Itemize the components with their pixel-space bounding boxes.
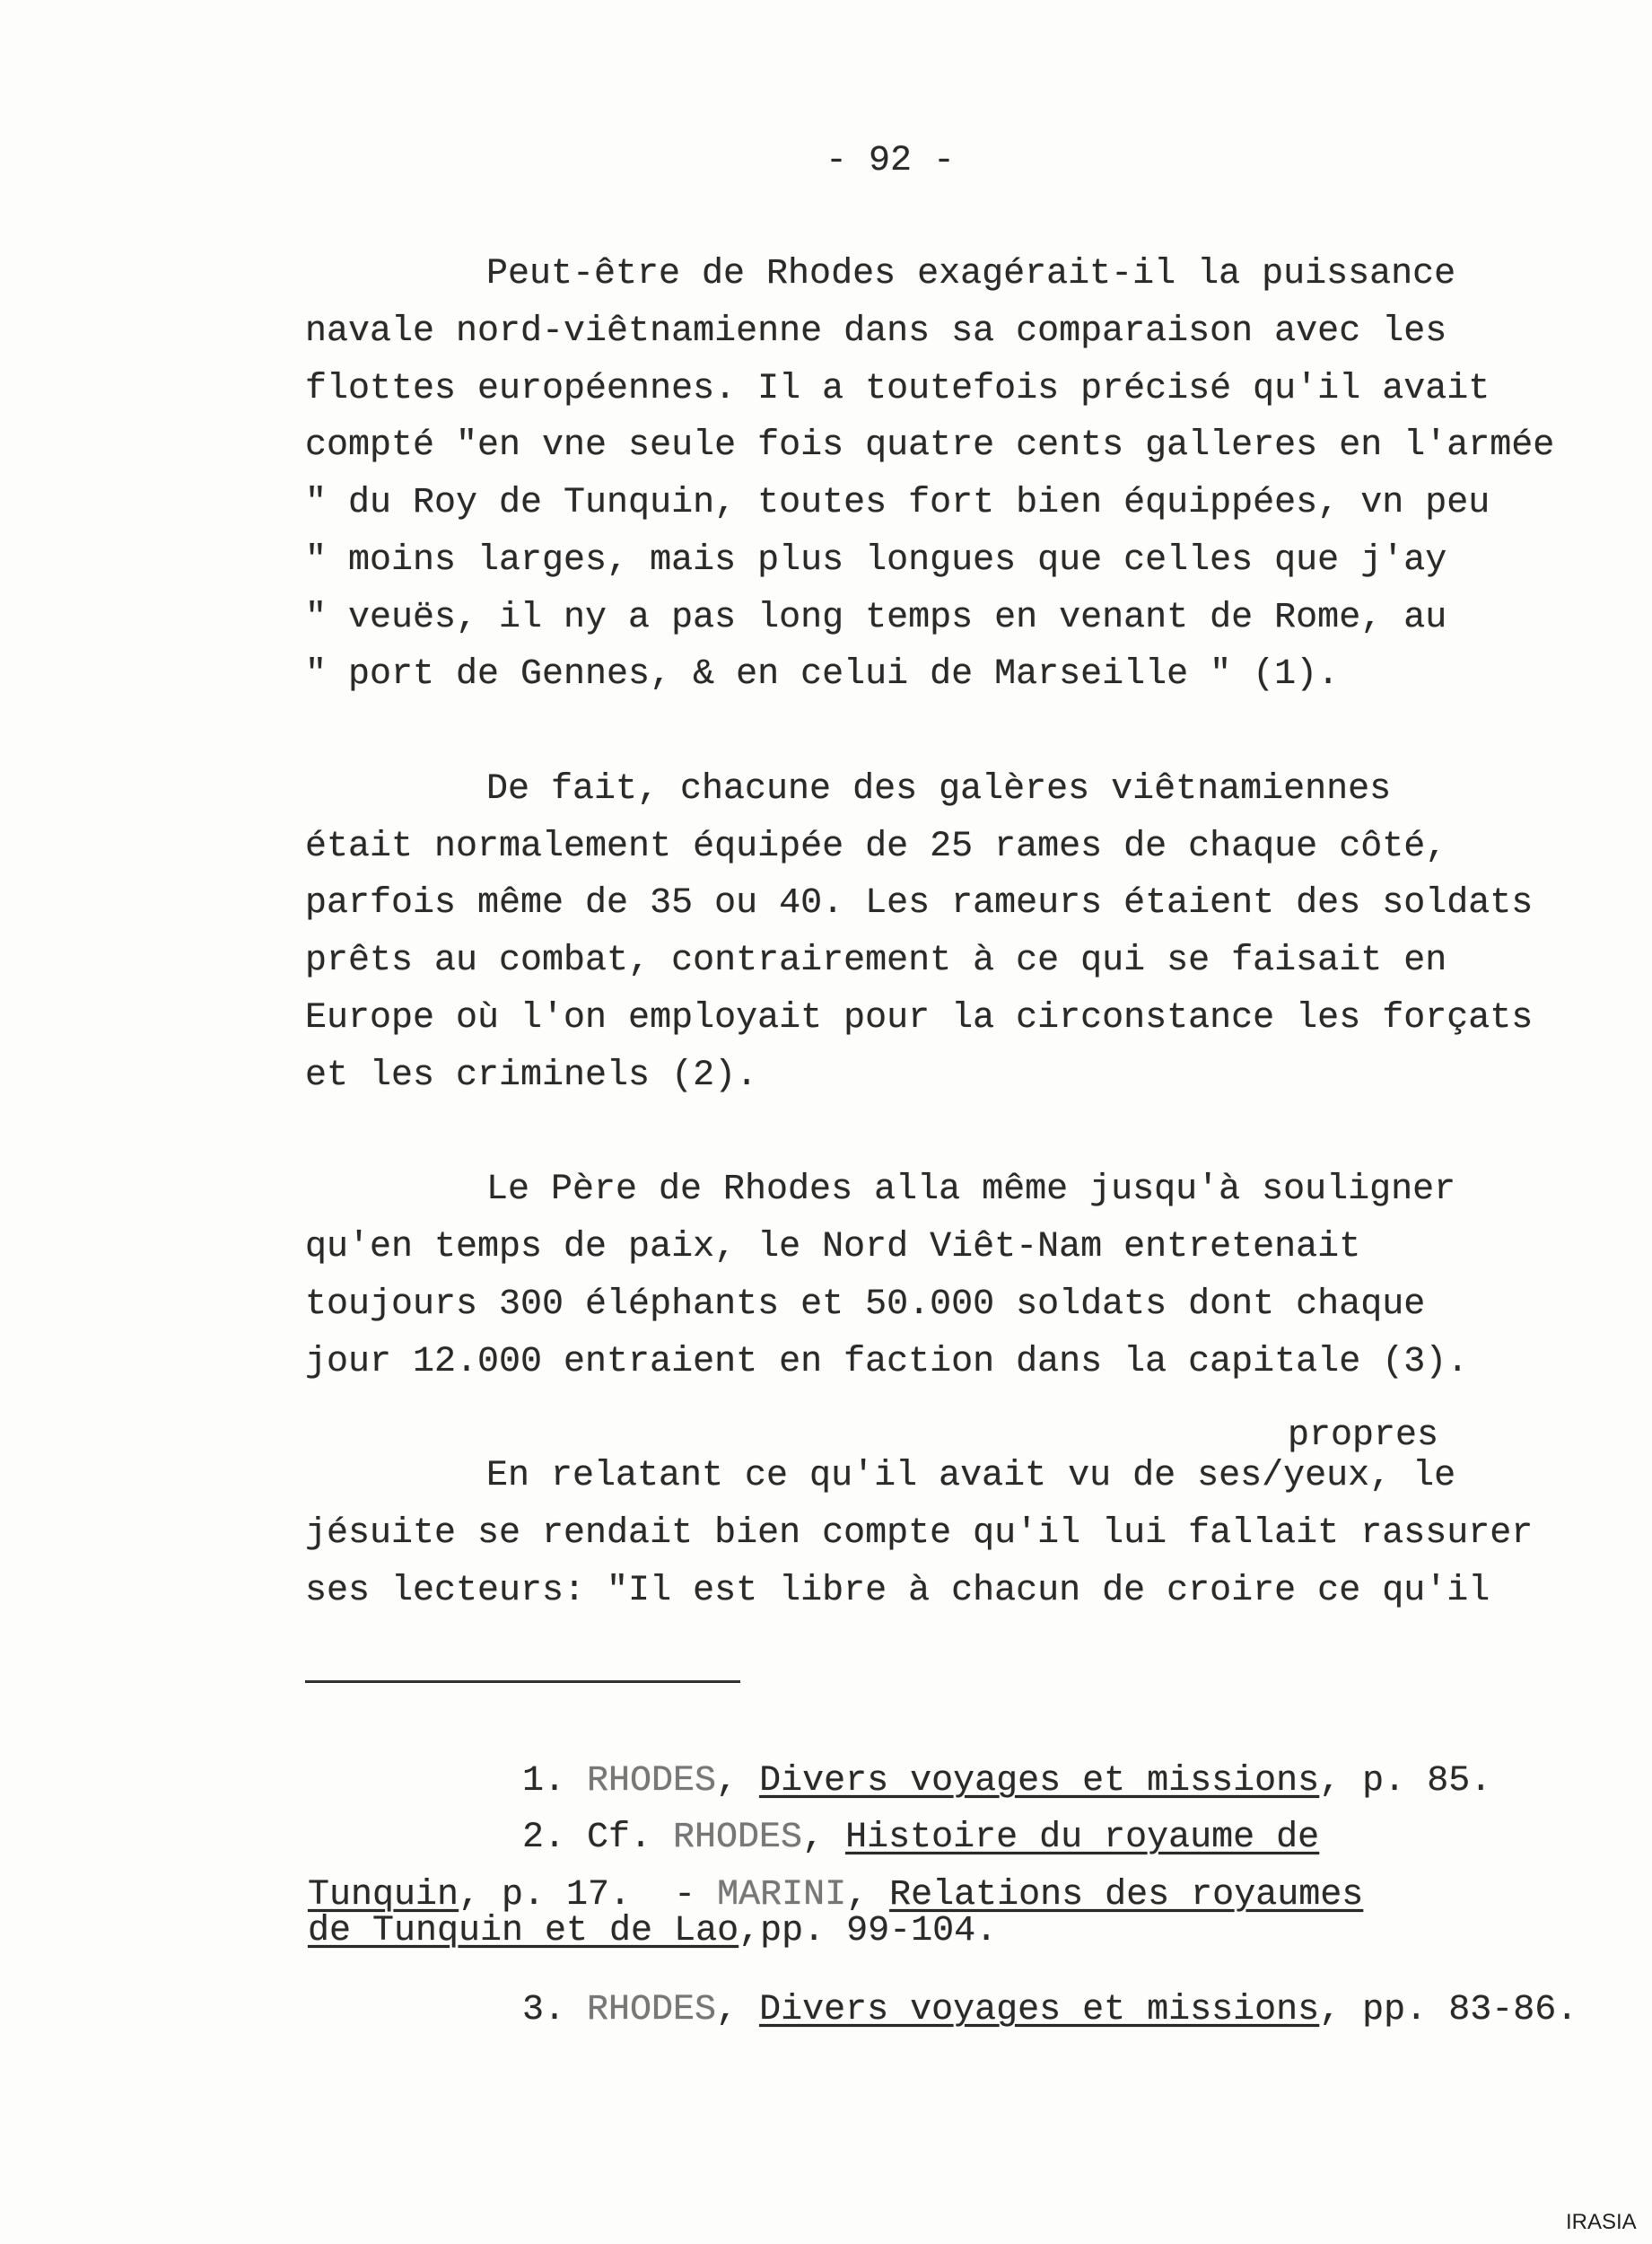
fn-author: RHODES — [587, 1761, 717, 1801]
fn-title: Histoire du royaume de — [845, 1818, 1320, 1858]
fn-sep: , — [716, 1761, 760, 1801]
fn-author: RHODES — [587, 1990, 717, 2030]
fn-author: RHODES — [673, 1818, 803, 1858]
text-line: jour 12.000 entraient en faction dans la capitale (3). — [305, 1342, 1469, 1382]
text-line: " veuës, il ny a pas long temps en venant de Rome, au — [305, 598, 1447, 638]
fn-rest: , p. 17. - — [459, 1875, 718, 1915]
page-number: - 92 - — [826, 141, 956, 181]
text-line: En relatant ce qu'il avait vu de ses/yeux, le — [486, 1456, 1456, 1496]
text-line: " port de Gennes, & en celui de Marseille " (1). — [305, 654, 1340, 695]
fn-sep: , — [846, 1875, 890, 1915]
text-line: Le Père de Rhodes alla même jusqu'à souligner — [486, 1170, 1456, 1210]
fn-num: 1. — [522, 1761, 588, 1801]
text-line: navale nord-viêtnamienne dans sa comparaison avec les — [305, 311, 1447, 352]
footnote-2 — [522, 1816, 1319, 1861]
fn-title: Divers voyages et missions — [759, 1990, 1320, 2030]
text-line: jésuite se rendait bien compte qu'il lui fallait rassurer — [305, 1513, 1534, 1554]
text-line: compté "en vne seule fois quatre cents galleres en l'armée — [305, 425, 1555, 466]
fn-title: Relations des royaumes — [889, 1875, 1364, 1915]
text-line: était normalement équipée de 25 rames de chaque côté, — [305, 827, 1447, 867]
text-line: Peut-être de Rhodes exagérait-il la puissance — [486, 254, 1456, 294]
footnote-separator — [305, 1680, 740, 1683]
fn-title: Divers voyages et missions — [759, 1761, 1320, 1801]
fn-rest: , p. 85. — [1319, 1761, 1492, 1801]
text-line: et les criminels (2). — [305, 1056, 758, 1096]
fn-sep: , — [802, 1818, 846, 1858]
text-line: Europe où l'on employait pour la circonstance les forçats — [305, 998, 1534, 1039]
text-line: " du Roy de Tunquin, toutes fort bien équippées, vn peu — [305, 483, 1490, 523]
text-line: toujours 300 éléphants et 50.000 soldats dont chaque — [305, 1284, 1426, 1325]
fn-num: 3. — [522, 1990, 588, 2030]
fn-author: MARINI — [717, 1875, 847, 1915]
text-line: " moins larges, mais plus longues que celles que j'ay — [305, 540, 1447, 581]
fn-title: de Tunquin et de Lao — [308, 1911, 739, 1951]
watermark: IRASIA — [1566, 2210, 1637, 2234]
footnote-1 — [522, 1759, 1491, 1804]
text-line: flottes européennes. Il a toutefois précisé qu'il avait — [305, 369, 1490, 409]
fn-rest: , pp. 83-86. — [1319, 1990, 1578, 2030]
text-line: parfois même de 35 ou 40. Les rameurs étaient des soldats — [305, 883, 1534, 924]
text-line: De fait, chacune des galères viêtnamiennes — [486, 769, 1392, 810]
fn-sep: , — [716, 1990, 760, 2030]
text-line: ses lecteurs: "Il est libre à chacun de croire ce qu'il — [305, 1571, 1490, 1611]
fn-title: Tunquin — [308, 1875, 459, 1915]
fn-rest: ,pp. 99-104. — [739, 1911, 998, 1951]
footnote-3 — [522, 1988, 1578, 2033]
text-line: prêts au combat, contrairement à ce qui se faisait en — [305, 941, 1447, 981]
handwritten-insertion: propres — [1288, 1416, 1439, 1456]
footnote-2-line-3 — [308, 1909, 997, 1954]
text-line: qu'en temps de paix, le Nord Viêt-Nam entretenait — [305, 1227, 1361, 1267]
fn-num: 2. Cf. — [522, 1818, 674, 1858]
